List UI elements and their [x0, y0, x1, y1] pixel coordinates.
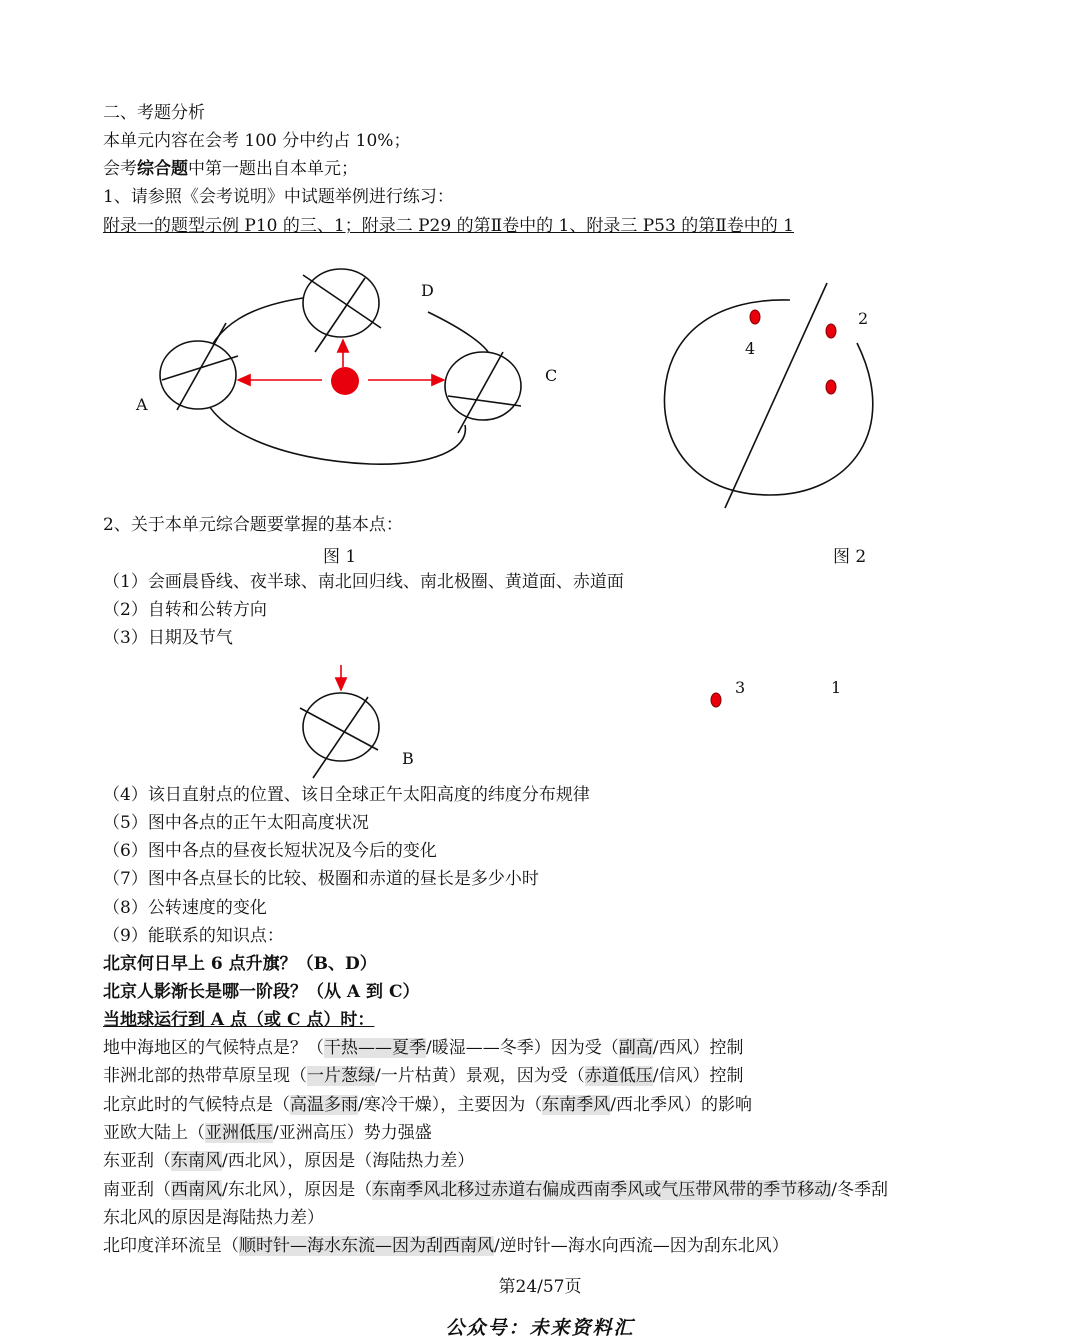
- label-a: A: [136, 395, 148, 414]
- point-item: （1）会画晨昏线、夜半球、南北回归线、南北极圈、黄道面、赤道面: [103, 572, 624, 592]
- figure2-points: [711, 310, 836, 707]
- label-4: 4: [745, 339, 756, 358]
- point-item: （6）图中各点的昼夜长短状况及今后的变化: [103, 841, 437, 861]
- answer-line-3: 北京此时的气候特点是（高温多雨/寒冷干燥），主要因为（东南季风/西北季风）的影响: [103, 1095, 752, 1115]
- highlight: 顺时针—海水东流—因为刮西南风: [239, 1236, 494, 1256]
- brand-watermark: 公众号：未来资料汇: [445, 1317, 635, 1339]
- earth-a: [160, 323, 238, 410]
- earth-d: [303, 269, 381, 352]
- page-number: 第24/57页: [498, 1277, 582, 1297]
- section2-title: 2、关于本单元综合题要掌握的基本点：: [103, 515, 403, 535]
- question-3: 当地球运行到 A 点（或 C 点）时：: [103, 1010, 375, 1030]
- question-1: 北京何日早上 6 点升旗？（B、D）: [103, 954, 377, 974]
- point-item: （2）自转和公转方向: [103, 600, 267, 620]
- point-4: [750, 310, 760, 324]
- label-d: D: [421, 281, 434, 300]
- highlight: 赤道低压: [584, 1066, 653, 1086]
- answer-line-2: 非洲北部的热带草原呈现（一片葱绿/一片枯黄）景观，因为受（赤道低压/信风）控制: [103, 1066, 744, 1086]
- point-item: （9）能联系的知识点：: [103, 926, 284, 946]
- point-item: （3）日期及节气: [103, 628, 233, 648]
- label-c: C: [545, 366, 558, 385]
- figure2-globe: [664, 283, 872, 508]
- highlight: 东南季风北移过赤道右偏成西南季风或气压带风带的季节移动: [372, 1180, 832, 1200]
- intro-line-1: 本单元内容在会考 100 分中约占 10%；: [103, 131, 411, 151]
- section-heading: 二、考题分析: [103, 103, 205, 123]
- label-2: 2: [858, 309, 869, 328]
- earth-b: [300, 665, 379, 778]
- label-1: 1: [831, 678, 842, 697]
- sun-dot: [331, 367, 359, 395]
- figure2-caption: 图 2: [833, 547, 867, 567]
- highlight: 东南风: [171, 1151, 222, 1171]
- highlight: 干热——夏季: [324, 1038, 426, 1058]
- earth-c: [445, 352, 521, 433]
- highlight: 副高: [618, 1038, 653, 1058]
- appendix-reference: 附录一的题型示例 P10 的三、1；附录二 P29 的第Ⅱ卷中的 1、附录三 P53 的第Ⅱ卷中的 1: [103, 216, 794, 236]
- highlight: 亚洲低压: [205, 1123, 273, 1143]
- answer-line-1: 地中海地区的气候特点是？（干热——夏季/暖湿——冬季）因为受（副高/西风）控制: [103, 1038, 744, 1058]
- bold-term: 综合题: [137, 159, 188, 179]
- point-2: [826, 324, 836, 338]
- point-item: （8）公转速度的变化: [103, 898, 267, 918]
- intro-line-3: 1、请参照《会考说明》中试题举例进行练习：: [103, 187, 454, 207]
- highlight: 高温多雨: [290, 1095, 358, 1115]
- point-item: （4）该日直射点的位置、该日全球正午太阳高度的纬度分布规律: [103, 785, 590, 805]
- point-item: （5）图中各点的正午太阳高度状况: [103, 813, 369, 833]
- answer-line-7: 东北风的原因是海陆热力差）: [103, 1208, 324, 1228]
- highlight: 西南风: [171, 1180, 222, 1200]
- label-3: 3: [735, 678, 746, 697]
- point-1: [826, 380, 836, 394]
- answer-line-4: 亚欧大陆上（亚洲低压/亚洲高压）势力强盛: [103, 1123, 432, 1143]
- answer-line-6: 南亚刮（西南风/东北风），原因是（东南季风北移过赤道右偏成西南季风或气压带风带的季节移动/冬季刮: [103, 1180, 888, 1200]
- answer-line-5: 东亚刮（东南风/西北风），原因是（海陆热力差）: [103, 1151, 475, 1171]
- point-item: （7）图中各点昼长的比较、极圈和赤道的昼长是多少小时: [103, 869, 539, 889]
- question-2: 北京人影渐长是哪一阶段？（从 A 到 C）: [103, 982, 420, 1002]
- answer-line-8: 北印度洋环流呈（顺时针—海水东流—因为刮西南风/逆时针—海水向西流—因为刮东北风）: [103, 1236, 789, 1256]
- highlight: 东南季风: [542, 1095, 611, 1115]
- intro-line-2: 会考综合题中第一题出自本单元；: [103, 159, 358, 179]
- point-3: [711, 693, 721, 707]
- figure1-caption: 图 1: [323, 547, 357, 567]
- highlight: 一片葱绿: [307, 1066, 375, 1086]
- label-b: B: [402, 749, 414, 768]
